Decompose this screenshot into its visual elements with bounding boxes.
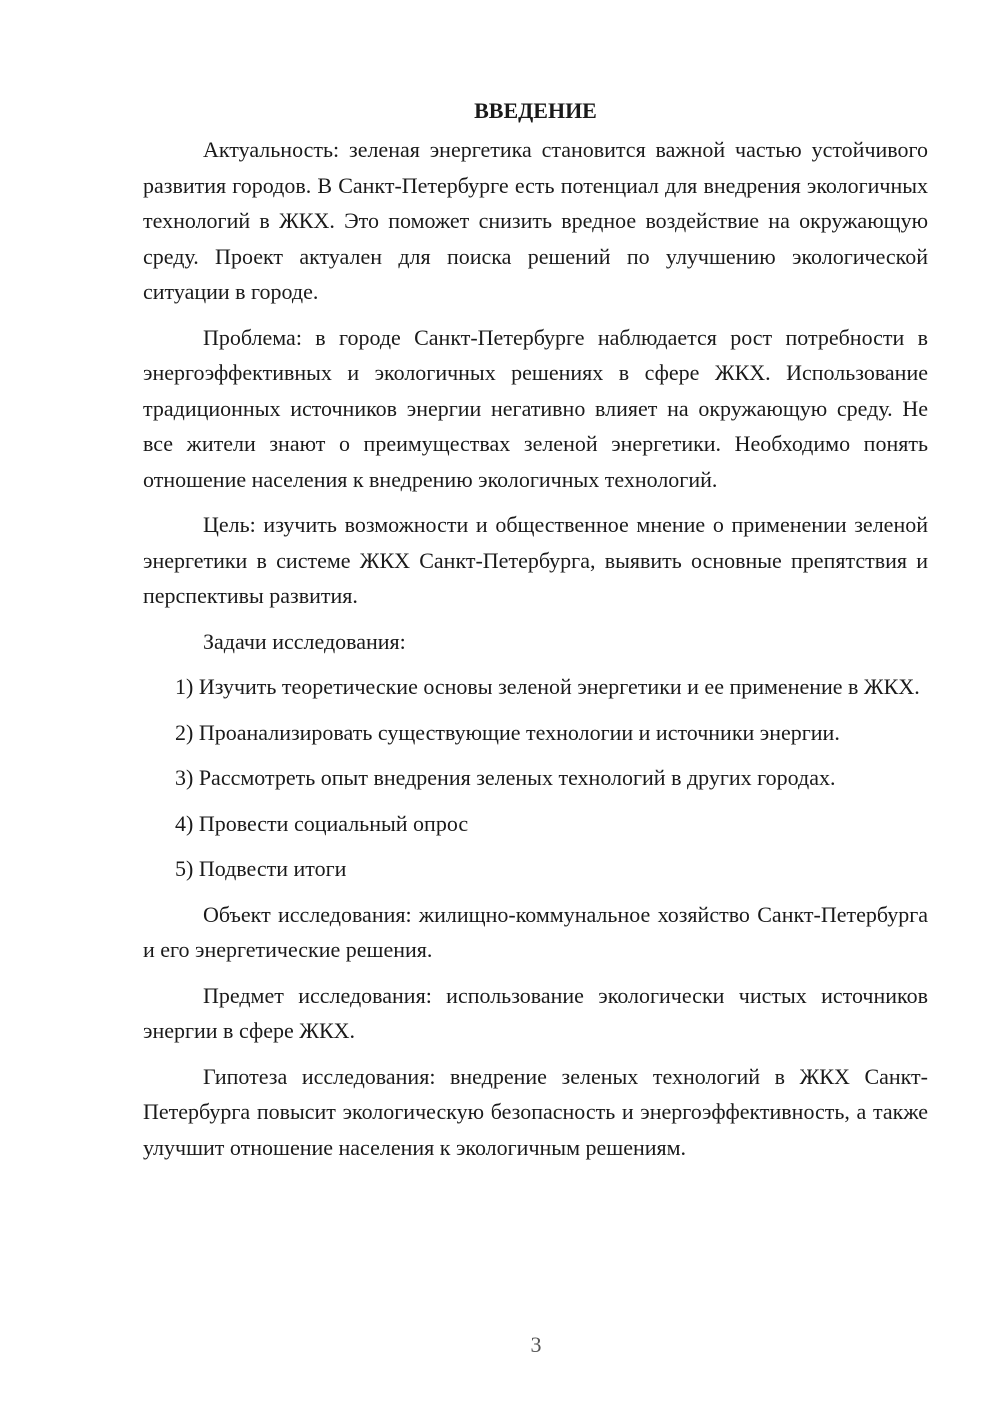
section-heading: ВВЕДЕНИЕ [474,98,597,123]
goal-paragraph: Цель: изучить возможности и общественное мнение о применении зеленой энергетики в системе ЖКХ Санкт-Петербурга, выявить основные препятствия и перспективы развития. [143,512,928,608]
page-number: 3 [530,1332,542,1357]
task-item-4: 4) Провести социальный опрос [175,810,469,836]
relevance-paragraph: Актуальность: зеленая энергетика становится важной частью устойчивого развития городов. В Санкт-Петербурге есть потенциал для внедрения экологичных технологий в ЖКХ. Это поможет снизить вредное воздействие на окружающую среду. Проект актуален для поиска решений по улучшению экологической ситуации в городе. [143,137,928,304]
document-page [143,93,928,1175]
object-paragraph: Объект исследования: жилищно-коммунальное хозяйство Санкт-Петербурга и его энергетические решения. [143,901,928,962]
task-item-2: 2) Проанализировать существующие технологии и источники энергии. [175,719,840,745]
subject-paragraph: Предмет исследования: использование экологически чистых источников энергии в сфере ЖКХ. [143,982,928,1043]
tasks-title: Задачи исследования: [203,628,406,654]
task-item-3: 3) Рассмотреть опыт внедрения зеленых технологий в других городах. [175,765,836,790]
task-item-1: 1) Изучить теоретические основы зеленой энергетики и ее применение в ЖКХ. [175,674,920,699]
problem-paragraph: Проблема: в городе Санкт-Петербурге наблюдается рост потребности в энергоэффективных и экологичных решениях в сфере ЖКХ. Использование традиционных источников энергии негативно влияет на окружающую среду. Не все жители знают о преимуществах зеленой энергетики. Необходимо понять отношение населения к внедрению экологичных технологий. [143,324,928,492]
task-item-5: 5) Подвести итоги [175,856,347,881]
hypothesis-paragraph: Гипотеза исследования: внедрение зеленых технологий в ЖКХ Санкт-Петербурга повысит экологическую безопасность и энергоэффективность, а также улучшит отношение населения к экологичным решениям. [143,1063,928,1160]
